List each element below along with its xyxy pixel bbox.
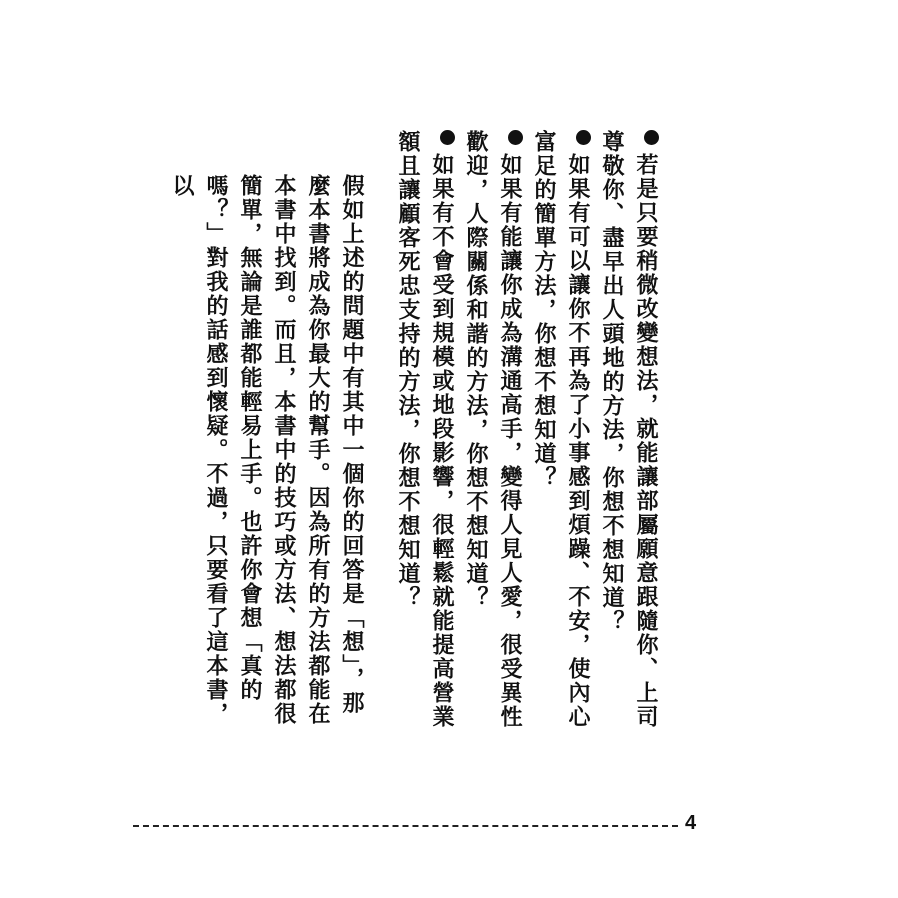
bullet-text-2: 如果有可以讓你不再為了小事感到煩躁、不安，使內心富足的簡單方法，你想不想知道？ xyxy=(531,130,590,729)
bullet-item-3 xyxy=(458,130,526,730)
bullet-item-4 xyxy=(390,130,458,730)
body-paragraph: 假如上述的問題中有其中一個你的回答是「想」，那麼本書將成為你最大的幫手。因為所有的方法都能在本書中找到。而且，本書中的技巧或方法、想法都很簡單，無論是誰都能輕易上手。也許你會想「真的嗎？」對我的話感到懷疑。不過，只要看了這本書，以 xyxy=(169,174,364,726)
bullet-item-1 xyxy=(594,130,662,730)
black-circle-icon xyxy=(440,130,455,145)
black-circle-icon xyxy=(644,130,659,145)
bullet-text-3: 如果有能讓你成為溝通高手，變得人見人愛，很受異性歡迎，人際關係和諧的方法，你想不想知道？ xyxy=(463,130,522,729)
black-circle-icon xyxy=(576,130,591,145)
black-circle-icon xyxy=(508,130,523,145)
bullet-text-4: 如果有不會受到規模或地段影響，很輕鬆就能提高營業額且讓顧客死忠支持的方法，你想不想知道？ xyxy=(395,130,454,729)
footer-dashed-rule xyxy=(133,825,678,827)
bullet-text-1: 若是只要稍微改變想法，就能讓部屬願意跟隨你、上司尊敬你、盡早出人頭地的方法，你想不想知道？ xyxy=(599,130,658,729)
page-number: 4 xyxy=(685,812,697,834)
vertical-text-body xyxy=(169,130,662,730)
paragraph-gap xyxy=(368,130,390,730)
bullet-item-2 xyxy=(526,130,594,730)
